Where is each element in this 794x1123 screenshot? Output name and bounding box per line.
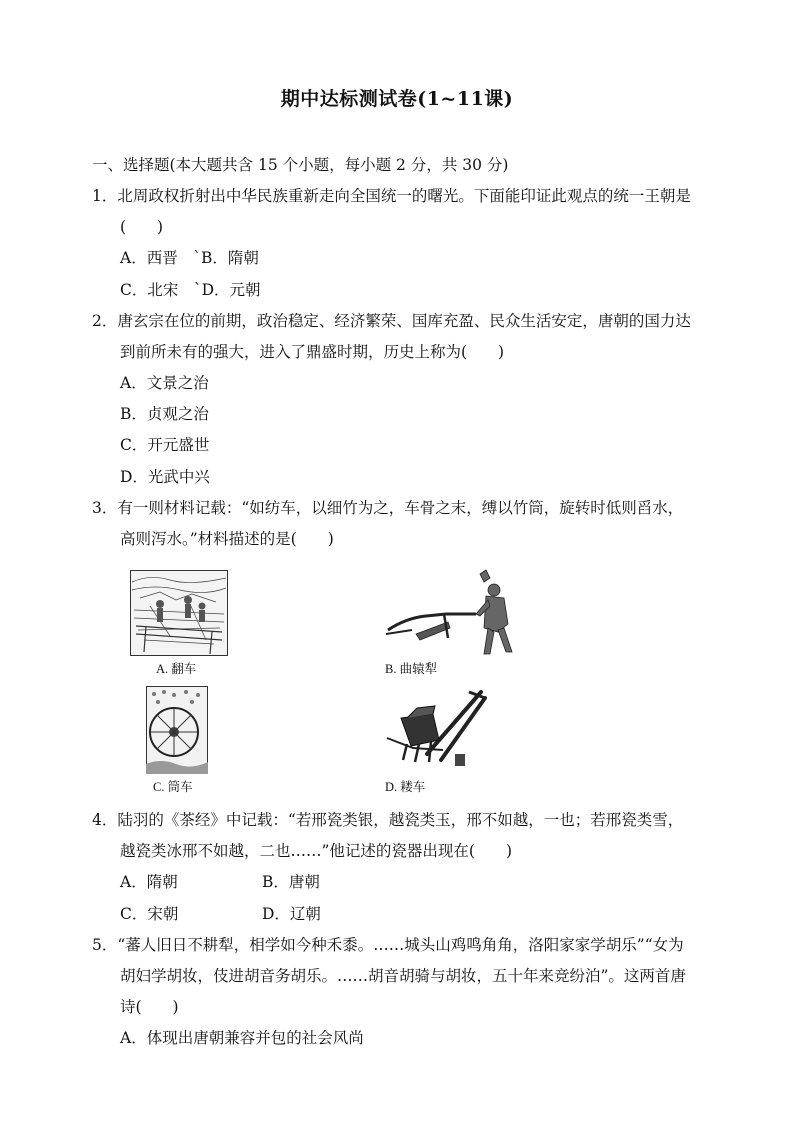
question-4-option-b: B．唐朝 bbox=[262, 873, 320, 891]
question-5-stem: 5．“蕃人旧日不耕犁，相学如今种禾黍。……城头山鸡鸣角角，洛阳家家学胡乐”“女为 bbox=[92, 936, 684, 954]
option-caption-c: C. 筒车 bbox=[153, 780, 193, 794]
question-2-option-d: D．光武中兴 bbox=[120, 468, 210, 486]
question-2-stem-cont: 到前所未有的强大，进入了鼎盛时期，历史上称为( ) bbox=[120, 343, 505, 361]
question-1-options-ab: A．西晋 `B．隋朝 bbox=[120, 249, 259, 267]
question-2-stem: 2．唐玄宗在位的前期，政治稳定、经济繁荣、国库充盈、民众生活安定，唐朝的国力达 bbox=[92, 312, 691, 330]
question-4-option-d: D．辽朝 bbox=[262, 905, 321, 923]
question-3-stem: 3．有一则材料记载：“如纺车，以细竹为之，车骨之末，缚以竹筒，旋转时低则舀水， bbox=[92, 499, 684, 517]
option-caption-d: D. 耧车 bbox=[385, 780, 426, 794]
tongche-illustration bbox=[146, 686, 208, 774]
question-4-option-c: C．宋朝 bbox=[120, 905, 179, 923]
question-4-option-a: A．隋朝 bbox=[120, 873, 178, 891]
fanche-illustration bbox=[130, 570, 228, 656]
option-caption-a: A. 翻车 bbox=[156, 662, 197, 676]
question-4-stem: 4．陆羽的《茶经》中记载：“若邢瓷类银，越瓷类玉，邢不如越，一也；若邢瓷类雪， bbox=[92, 811, 684, 829]
question-5-stem-cont-1: 胡妇学胡妆，伎进胡音务胡乐。……胡音胡骑与胡妆，五十年来竞纷泊”。这两首唐 bbox=[120, 967, 686, 985]
question-4-stem-cont: 越瓷类冰邢不如越，二也……”他记述的瓷器出现在( ) bbox=[120, 842, 513, 860]
question-1-options-cd: C．北宋 `D．元朝 bbox=[120, 281, 261, 299]
question-2-option-a: A．文景之治 bbox=[120, 374, 209, 392]
question-1-answer-blank: ( ) bbox=[120, 218, 164, 236]
question-2-option-b: B．贞观之治 bbox=[120, 405, 209, 423]
question-3-stem-cont: 高则泻水。”材料描述的是( ) bbox=[120, 530, 334, 548]
page-title: 期中达标测试卷(1~11课) bbox=[280, 88, 514, 110]
section-heading: 一、选择题(本大题共含 15 个小题，每小题 2 分，共 30 分) bbox=[92, 156, 509, 174]
question-5-stem-cont-2: 诗( ) bbox=[120, 998, 179, 1016]
louche-illustration bbox=[383, 688, 487, 774]
question-1-stem: 1．北周政权折射出中华民族重新走向全国统一的曙光。下面能印证此观点的统一王朝是 bbox=[92, 187, 691, 205]
question-5-option-a: A．体现出唐朝兼容并包的社会风尚 bbox=[120, 1029, 364, 1047]
quyuanli-illustration bbox=[386, 568, 518, 656]
option-caption-b: B. 曲辕犁 bbox=[385, 662, 438, 676]
question-2-option-c: C．开元盛世 bbox=[120, 436, 210, 454]
